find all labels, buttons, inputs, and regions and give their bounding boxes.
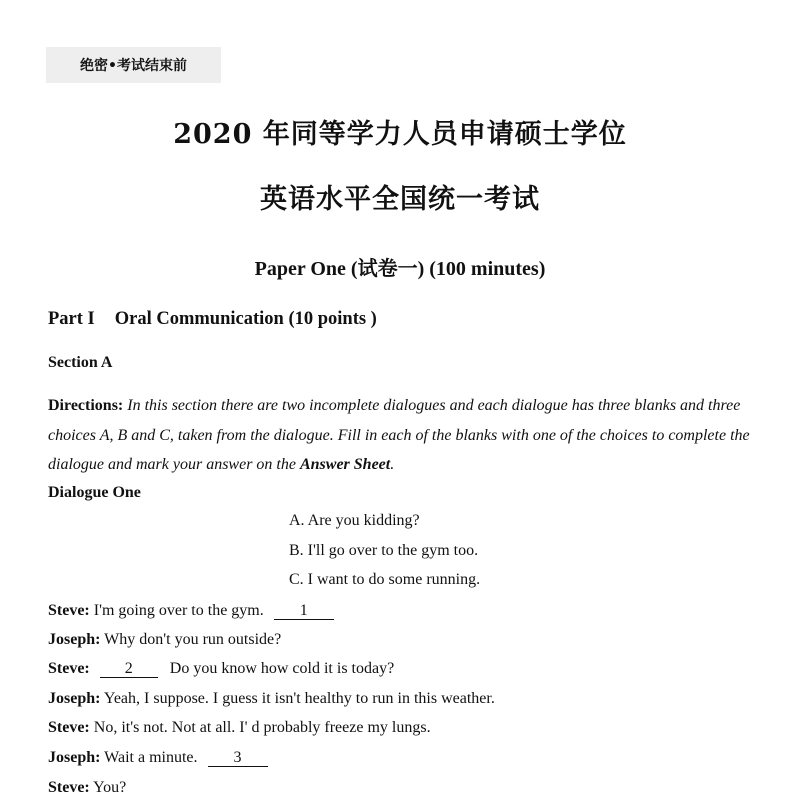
speaker-name: Steve: [48, 779, 90, 796]
line-text: Do you know how cold it is today? [169, 660, 395, 677]
dialogue-line-5 [48, 719, 431, 737]
line-text: No, it's not. Not at all. I' d probably freeze my lungs. [89, 719, 431, 736]
speaker-name: Joseph: [48, 690, 101, 707]
line-text: Yeah, I suppose. I guess it isn't healthy to run in this weather. [100, 690, 495, 707]
speaker-name: Steve: [48, 602, 90, 619]
answer-blank: 1 [274, 603, 334, 620]
part-heading [48, 309, 377, 330]
directions-label: Directions: [48, 397, 124, 414]
directions-paragraph [48, 391, 763, 480]
dialogue-line-4 [48, 690, 495, 708]
choice-c: C. I want to do some running. [289, 571, 481, 588]
dialogue-heading: Dialogue One [48, 484, 141, 501]
section-heading: Section A [48, 354, 113, 371]
answer-blank: 3 [208, 750, 268, 767]
answer-sheet-emphasis: Answer Sheet [299, 456, 391, 473]
part-number: Part I [48, 309, 95, 329]
dialogue-line-7 [48, 779, 126, 797]
line-text: You? [89, 779, 127, 796]
dialogue-line-2 [48, 631, 281, 649]
line-text: I'm going over to the gym. [89, 602, 264, 619]
confidential-label: 绝密•考试结束前 [46, 47, 221, 83]
directions-period: . [390, 456, 395, 473]
line-text: Why don't you run outside? [100, 631, 282, 648]
part-title: Oral Communication (10 points ) [114, 309, 377, 329]
choice-b: B. I'll go over to the gym too. [289, 542, 479, 559]
directions-text: In this section there are two incomplete dialogues and each dialogue has three blanks and three choices A, B and C, taken from the dialogue. Fill in each of the blanks with one of the choices to complete the dialogue and mark your answer on the [48, 397, 750, 473]
speaker-name: Steve: [48, 660, 90, 677]
speaker-name: Steve: [48, 719, 90, 736]
speaker-name: Joseph: [48, 749, 101, 766]
paper-subtitle: Paper One (试卷一) (100 minutes) [254, 258, 546, 280]
answer-blank: 2 [100, 661, 158, 678]
exam-title-line-1: 2020 年同等学力人员申请硕士学位 [173, 119, 627, 150]
line-text: Wait a minute. [100, 749, 198, 766]
dialogue-line-6 [48, 749, 268, 767]
exam-title-line-2: 英语水平全国统一考试 [260, 184, 540, 215]
dialogue-line-3 [48, 660, 394, 678]
speaker-name: Joseph: [48, 631, 101, 648]
dialogue-line-1 [48, 602, 334, 620]
choice-a: A. Are you kidding? [289, 512, 420, 529]
